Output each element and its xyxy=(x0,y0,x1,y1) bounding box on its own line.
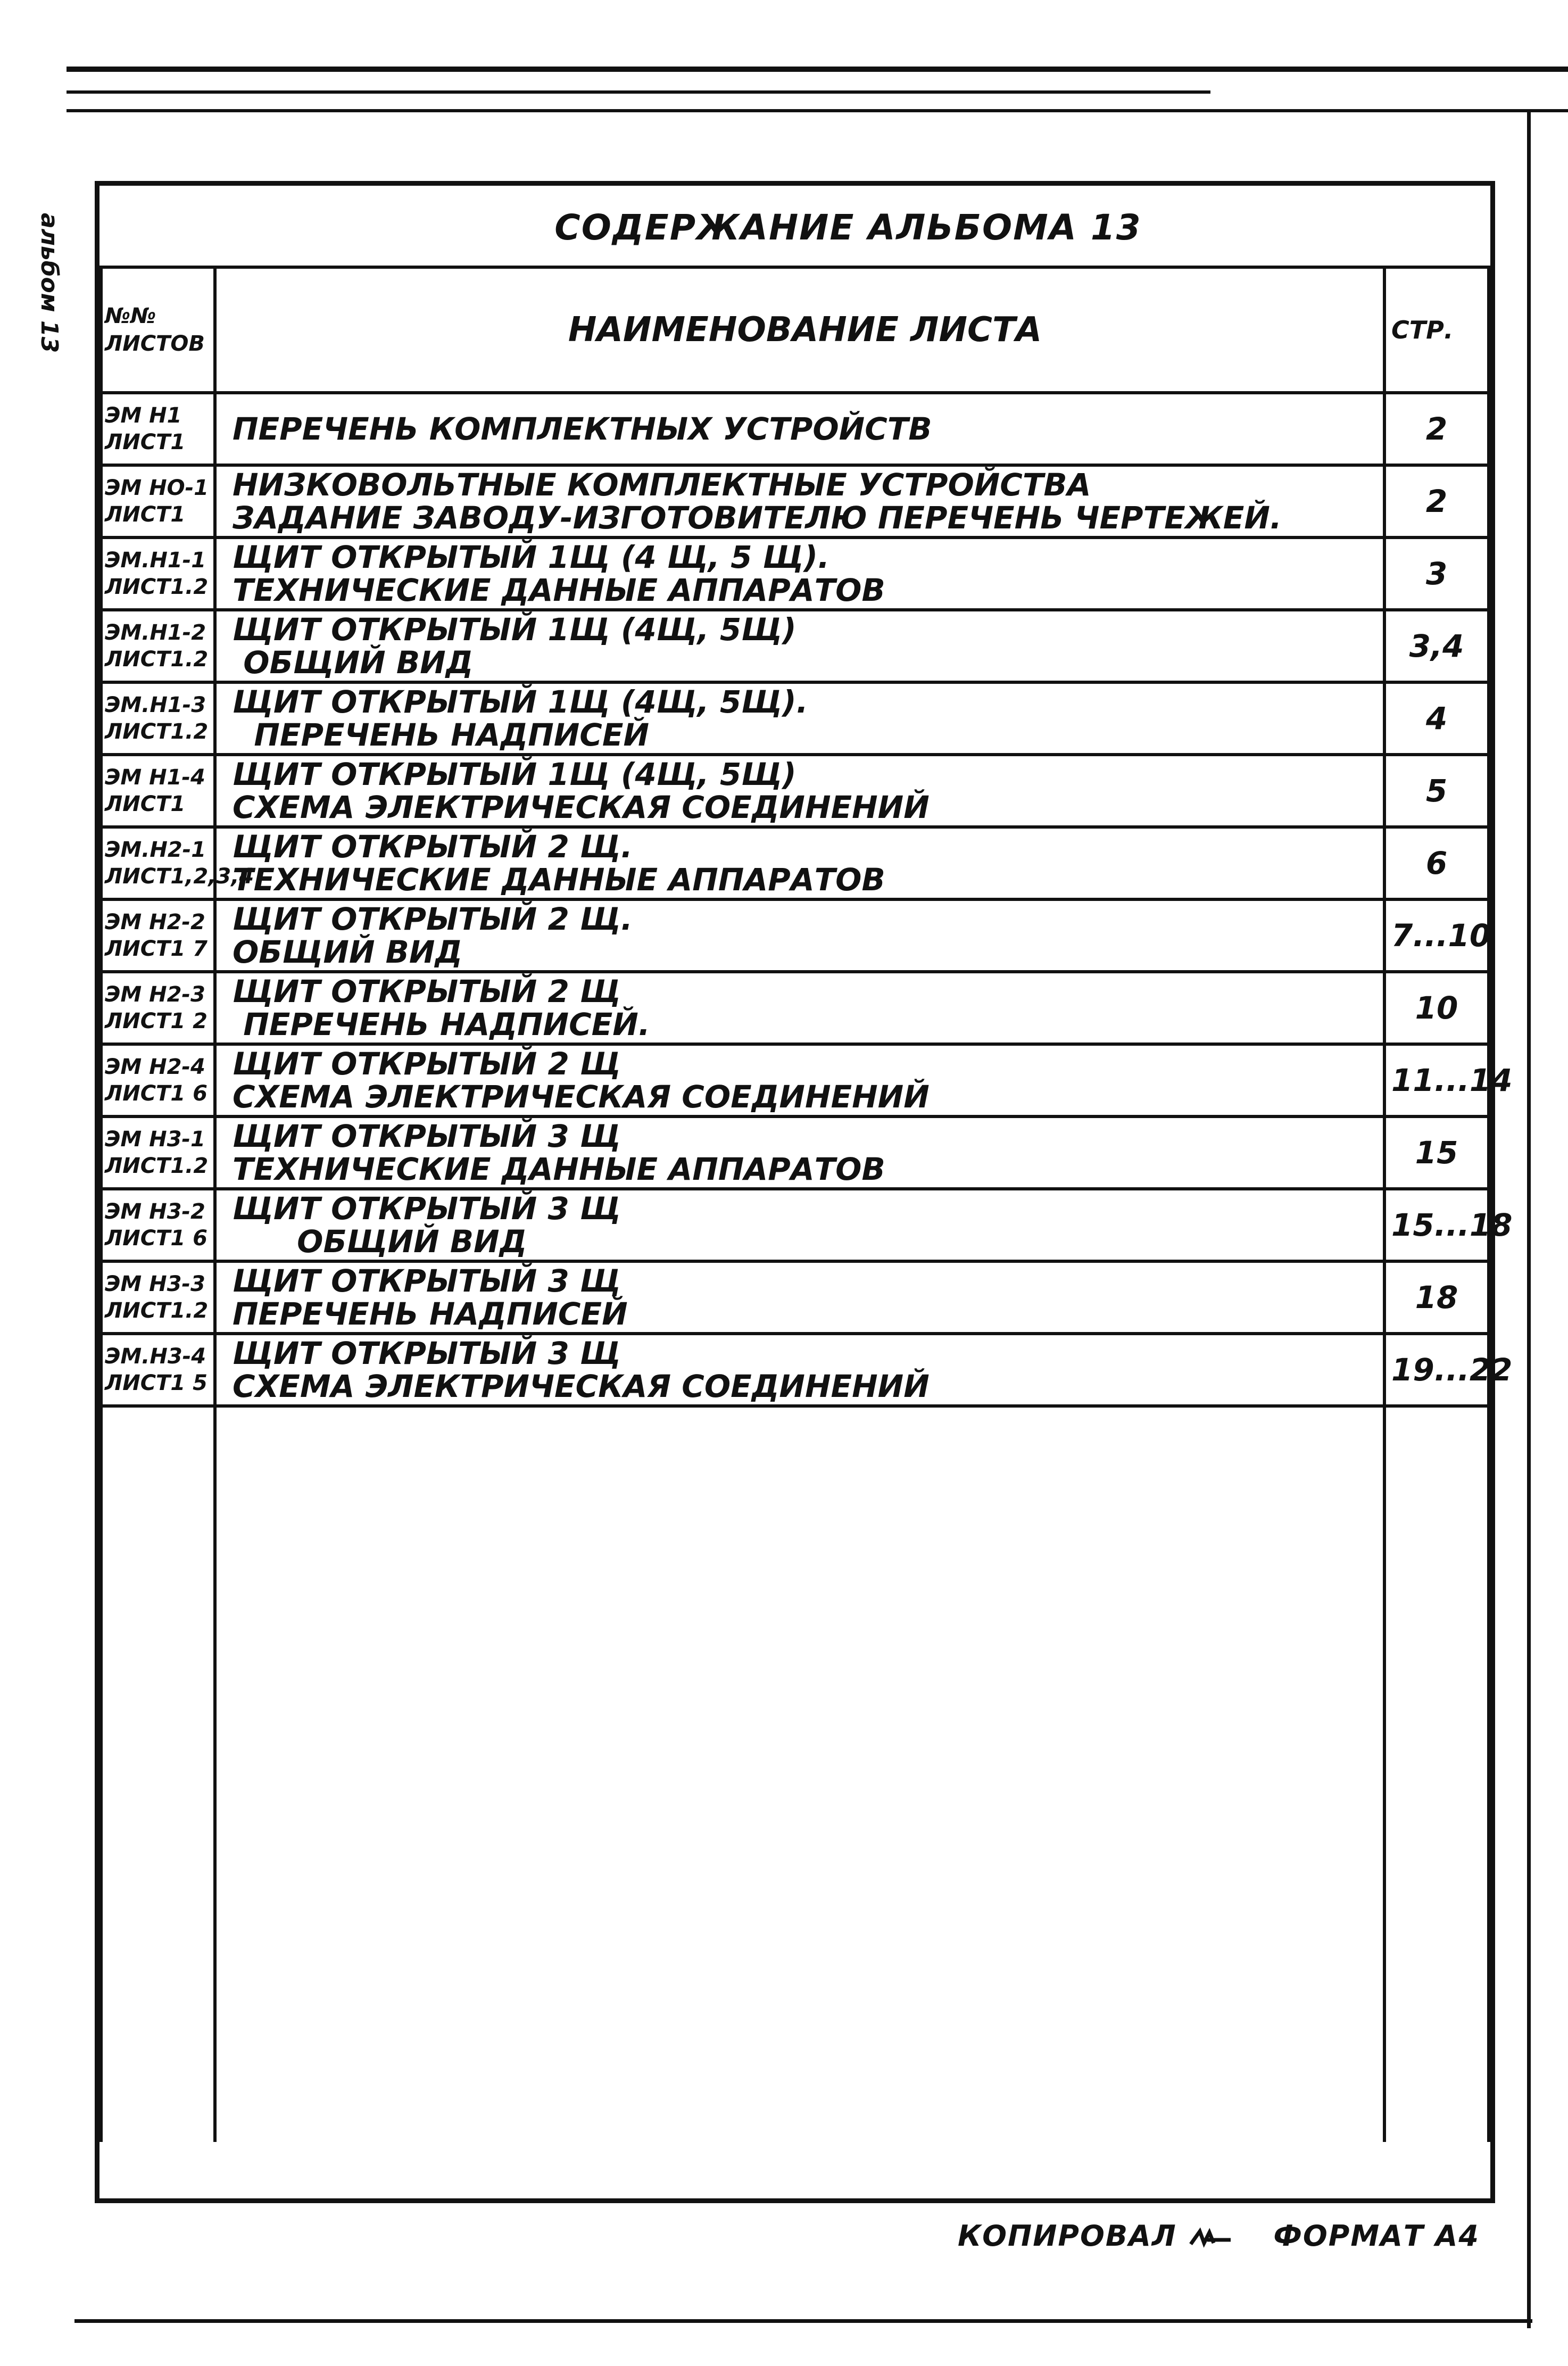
signature-mark xyxy=(1188,2227,1252,2248)
sheet-number-line: ЭМ НО-1 xyxy=(105,476,209,500)
sheet-name-line: ПЕРЕЧЕНЬ НАДПИСЕЙ. xyxy=(233,1006,650,1043)
sheet-number-cell xyxy=(101,465,215,537)
sheet-name-cell xyxy=(215,827,1384,899)
page-number-cell: 7...10 xyxy=(1384,899,1489,972)
sheet-name-line: СХЕМА ЭЛЕКТРИЧЕСКАЯ СОЕДИНЕНИЙ xyxy=(233,1079,930,1115)
sheet-number-line: ЛИСТ1 2 xyxy=(105,1009,208,1033)
sheet-name-cell xyxy=(215,899,1384,972)
table-header-row xyxy=(101,267,1489,393)
table-row xyxy=(101,1334,1489,1406)
sheet-name-line: ПЕРЕЧЕНЬ НАДПИСЕЙ xyxy=(233,717,649,753)
sheet-number-line: ЭМ Н1 xyxy=(105,403,182,428)
bottom-rule xyxy=(74,2319,1532,2323)
sheet-name-line: ЩИТ ОТКРЫТЫЙ 3 Щ xyxy=(233,1118,621,1154)
sheet-name-line: ПЕРЕЧЕНЬ НАДПИСЕЙ xyxy=(233,1296,628,1332)
table-row xyxy=(101,610,1489,682)
sheet-number-cell xyxy=(101,827,254,899)
header-page: СТР. xyxy=(1384,267,1489,393)
sheet-name-line: ЩИТ ОТКРЫТЫЙ 1Щ (4Щ, 5Щ) xyxy=(233,756,797,792)
sheet-name-line: ЩИТ ОТКРЫТЫЙ 2 Щ. xyxy=(233,829,633,865)
sheet-number-cell xyxy=(101,682,215,755)
sheet-number-cell xyxy=(101,1189,215,1261)
sheet-name-line: НИЗКОВОЛЬТНЫЕ КОМПЛЕКТНЫЕ УСТРОЙСТВА xyxy=(233,467,1091,503)
sheet-number-line: ЭМ.Н1-2 xyxy=(105,621,206,645)
copied-label: КОПИРОВАЛ xyxy=(958,2219,1177,2253)
sheet-name-line: СХЕМА ЭЛЕКТРИЧЕСКАЯ СОЕДИНЕНИЙ xyxy=(233,789,930,825)
page-number-cell: 15...18 xyxy=(1384,1189,1489,1261)
sheet-number-line: ЛИСТ1 xyxy=(105,502,186,527)
table-row xyxy=(101,972,1489,1044)
sheet-name-line: ЩИТ ОТКРЫТЫЙ 1Щ (4Щ, 5Щ). xyxy=(233,684,808,720)
sheet-number-line: ЛИСТ1.2 xyxy=(105,1154,209,1178)
sheet-name-cell xyxy=(215,682,1384,755)
empty-area-row xyxy=(101,1406,1489,2142)
sheet-name-cell xyxy=(215,755,1384,827)
signature xyxy=(1188,2227,1252,2248)
table-row xyxy=(101,755,1489,827)
contents-table xyxy=(99,266,1513,2142)
sheet-name-line: ЩИТ ОТКРЫТЫЙ 1Щ (4 Щ, 5 Щ). xyxy=(233,539,830,575)
sheet-number-line: ЭМ Н2-2 xyxy=(105,910,205,934)
sheet-name-cell xyxy=(215,1044,1384,1116)
sheet-name-cell xyxy=(215,1261,1384,1334)
sheet-name-line: ЗАДАНИЕ ЗАВОДУ-ИЗГОТОВИТЕЛЮ ПЕРЕЧЕНЬ ЧЕРТЕЖЕЙ. xyxy=(233,500,1282,536)
page-number-cell: 10 xyxy=(1384,972,1489,1044)
sheet-number-line: ЭМ Н2-3 xyxy=(105,982,205,1007)
sheet-name-cell xyxy=(215,610,1384,682)
header-sheet-no xyxy=(101,267,215,393)
sheet-number-line: ЭМ Н3-2 xyxy=(105,1199,205,1224)
sheet-name-line: ТЕХНИЧЕСКИЕ ДАННЫЕ АППАРАТОВ xyxy=(233,572,885,608)
sheet-number-cell xyxy=(101,899,215,972)
sheet-number-cell xyxy=(101,1261,215,1334)
format-label: ФОРМАТ А4 xyxy=(1273,2219,1480,2253)
sheet-name-cell xyxy=(215,465,1384,537)
sheet-number-cell xyxy=(101,972,215,1044)
sheet-name-line: ТЕХНИЧЕСКИЕ ДАННЫЕ АППАРАТОВ xyxy=(233,862,885,898)
sheet-name-line: ТЕХНИЧЕСКИЕ ДАННЫЕ АППАРАТОВ xyxy=(233,1151,885,1187)
page-number-cell: 2 xyxy=(1384,465,1489,537)
page-number-cell: 3 xyxy=(1384,537,1489,610)
sheet-number-line: ЛИСТ1 7 xyxy=(105,937,208,961)
sheet-name-line: ЩИТ ОТКРЫТЫЙ 3 Щ xyxy=(233,1335,621,1371)
sheet-name-line: ОБЩИЙ ВИД xyxy=(233,644,474,681)
right-rule xyxy=(1527,109,1531,2328)
sheet-number-line: ЭМ.Н1-1 xyxy=(105,548,206,573)
sheet-number-line: ЛИСТ1,2,3,4 xyxy=(105,864,254,889)
sheet-number-line: ЭМ.Н1-3 xyxy=(105,693,206,717)
page-number-cell: 11...14 xyxy=(1384,1044,1489,1116)
sheet-name-cell xyxy=(215,1116,1384,1189)
empty-cell xyxy=(101,1406,215,2142)
sheet-number-line: ЛИСТ1 6 xyxy=(105,1081,208,1106)
sheet-name-cell xyxy=(215,393,1384,465)
sheet-number-line: ЛИСТ1 xyxy=(105,430,186,454)
sheet-number-line: ЭМ Н1-4 xyxy=(105,765,205,790)
header-sheet-no-line2: ЛИСТОВ xyxy=(105,332,205,356)
sheet-number-line: ЛИСТ1.2 xyxy=(105,1298,209,1323)
sheet-number-line: ЭМ.Н2-1 xyxy=(105,838,206,862)
header-sheet-no-line1: №№ xyxy=(105,304,156,328)
sheet-number-line: ЛИСТ1 5 xyxy=(105,1371,208,1395)
sheet-number-cell xyxy=(101,393,215,465)
table-row xyxy=(101,1189,1489,1261)
sheet-name-line: ПЕРЕЧЕНЬ КОМПЛЕКТНЫХ УСТРОЙСТВ xyxy=(233,411,932,447)
header-sheet-name: НАИМЕНОВАНИЕ ЛИСТА xyxy=(215,267,1384,393)
table-body xyxy=(101,393,1513,2142)
table-row xyxy=(101,682,1489,755)
sheet-number-line: ЛИСТ1 xyxy=(105,792,186,816)
empty-cell xyxy=(215,1406,1384,2142)
sheet-name-line: ОБЩИЙ ВИД xyxy=(233,1223,527,1260)
sheet-name-line: ЩИТ ОТКРЫТЫЙ 2 Щ xyxy=(233,1046,621,1082)
table-row xyxy=(101,1044,1489,1116)
top-rule-2 xyxy=(67,90,1210,94)
table-row xyxy=(101,465,1489,537)
page-number-cell: 15 xyxy=(1384,1116,1489,1189)
top-rule-1 xyxy=(67,67,1568,72)
page-number-cell: 19...22 xyxy=(1384,1334,1489,1406)
sheet-number-line: ЭМ Н2-4 xyxy=(105,1055,205,1079)
page-number-cell: 6 xyxy=(1384,827,1489,899)
table-row xyxy=(101,537,1489,610)
table-row xyxy=(101,899,1489,972)
sheet-number-cell xyxy=(101,755,215,827)
sheet-name-line: ЩИТ ОТКРЫТЫЙ 3 Щ xyxy=(233,1190,621,1227)
sheet-number-cell xyxy=(101,1044,215,1116)
table-row xyxy=(101,1261,1489,1334)
sheet-number-cell xyxy=(101,1116,215,1189)
page-number-cell: 5 xyxy=(1384,755,1489,827)
table-row xyxy=(101,1116,1489,1189)
sheet-number-line: ЭМ Н3-1 xyxy=(105,1127,205,1152)
footer xyxy=(958,2219,1480,2253)
sheet-name-cell xyxy=(215,972,1384,1044)
sheet-number-cell xyxy=(101,1334,215,1406)
page-number-cell: 2 xyxy=(1384,393,1489,465)
sheet-name-line: ЩИТ ОТКРЫТЫЙ 3 Щ xyxy=(233,1263,621,1299)
table-row xyxy=(101,393,1489,465)
sheet-number-line: ЭМ.Н3-4 xyxy=(105,1344,206,1369)
sheet-number-line: ЛИСТ1 6 xyxy=(105,1226,208,1251)
page-number-cell: 4 xyxy=(1384,682,1489,755)
sheet-name-line: ЩИТ ОТКРЫТЫЙ 2 Щ xyxy=(233,973,621,1010)
top-rule-3 xyxy=(67,109,1568,112)
contents-sheet xyxy=(95,181,1513,2203)
sheet-number-line: ЛИСТ1.2 xyxy=(105,719,209,744)
empty-cell xyxy=(1384,1406,1489,2142)
sheet-name-line: ОБЩИЙ ВИД xyxy=(233,934,463,970)
sheet-number-cell xyxy=(101,537,215,610)
sheet-number-line: ЛИСТ1.2 xyxy=(105,647,209,672)
sheet-number-line: ЭМ Н3-3 xyxy=(105,1272,205,1296)
sheet-number-line: ЛИСТ1.2 xyxy=(105,575,209,599)
sheet-number-cell xyxy=(101,610,215,682)
table-row xyxy=(101,827,1489,899)
sheet-name-cell xyxy=(215,1189,1384,1261)
margin-album-label: альбом 13 xyxy=(36,213,63,353)
page-number-cell: 3,4 xyxy=(1384,610,1489,682)
sheet-name-line: СХЕМА ЭЛЕКТРИЧЕСКАЯ СОЕДИНЕНИЙ xyxy=(233,1368,930,1404)
sheet-name-cell xyxy=(215,537,1384,610)
sheet-name-line: ЩИТ ОТКРЫТЫЙ 2 Щ. xyxy=(233,901,633,937)
sheet-name-cell xyxy=(215,1334,1384,1406)
sheet-name-line: ЩИТ ОТКРЫТЫЙ 1Щ (4Щ, 5Щ) xyxy=(233,611,797,648)
page-title: СОДЕРЖАНИЕ АЛЬБОМА 13 xyxy=(554,207,1142,248)
page-number-cell: 18 xyxy=(1384,1261,1489,1334)
